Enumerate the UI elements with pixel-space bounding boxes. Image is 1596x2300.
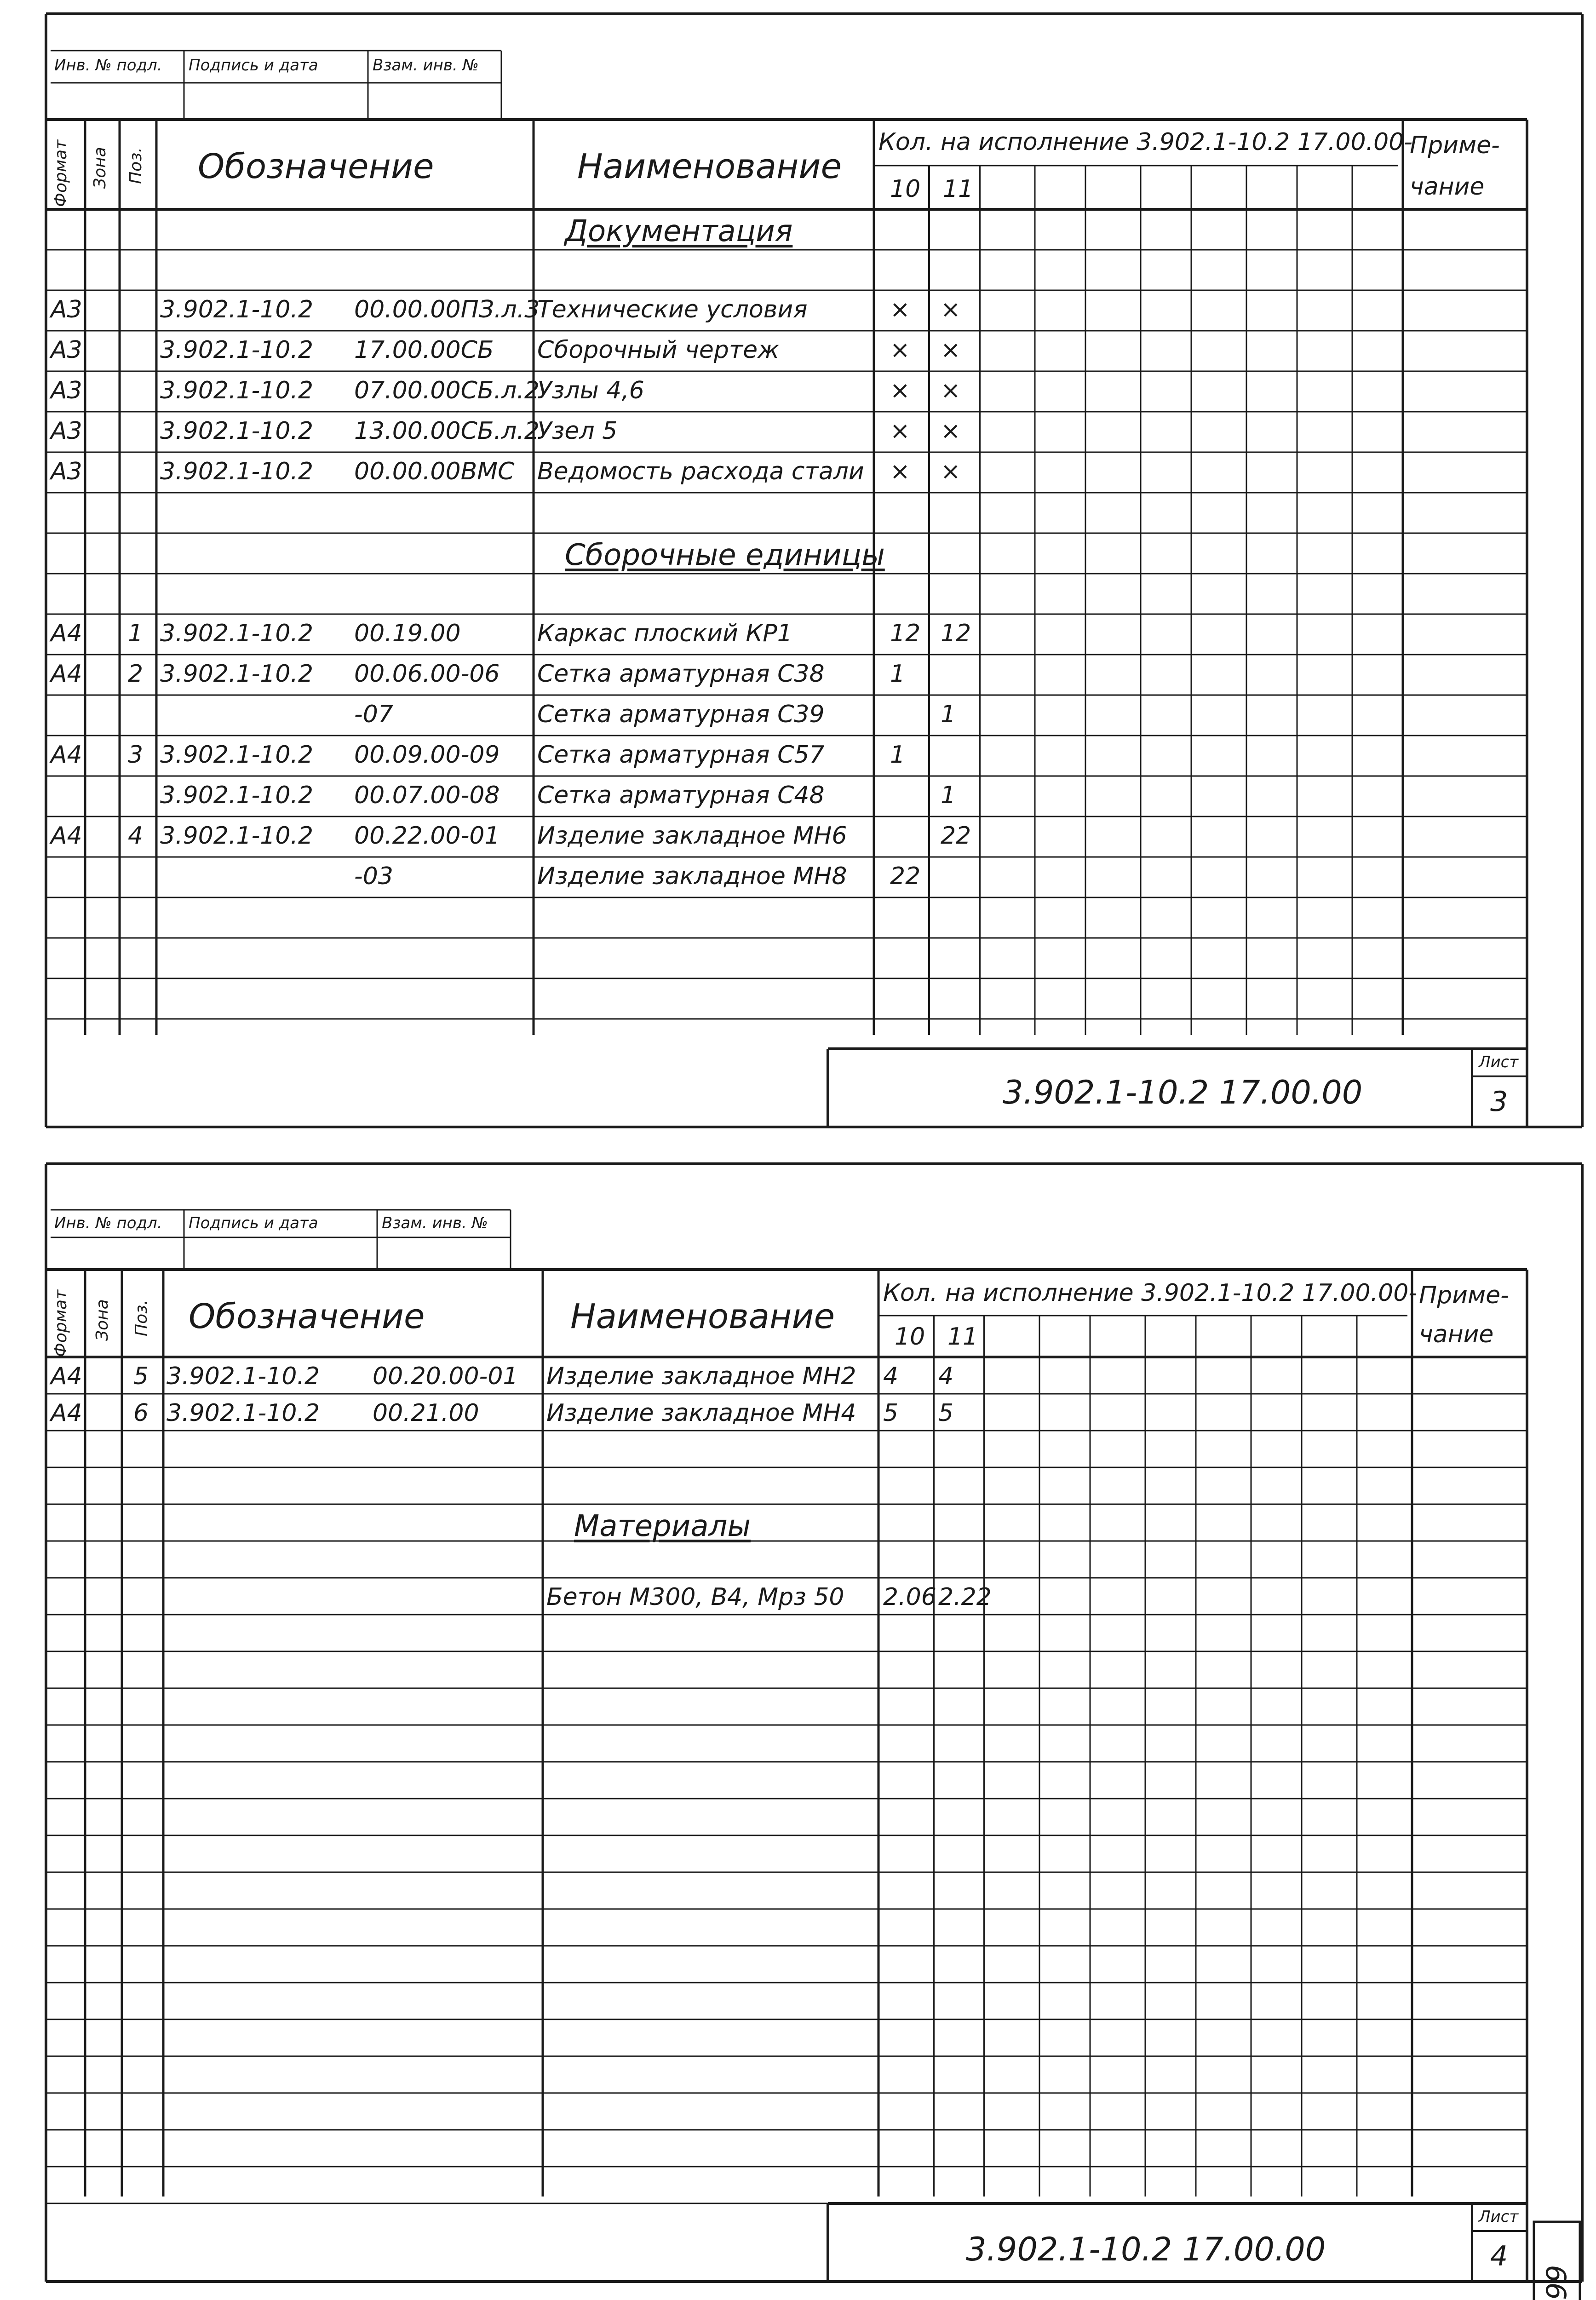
row-designation-code: 3.902.1-10.2 — [160, 336, 314, 364]
title-block-list-label: Лист — [1479, 1053, 1519, 1071]
title-block-code: 3.902.1-10.2 17.00.00 — [966, 2231, 1326, 2268]
row-qty-10: × — [890, 417, 910, 445]
row-qty-11: × — [941, 336, 961, 364]
row-qty-10: × — [890, 458, 910, 485]
header-prim2: чание — [1410, 173, 1485, 201]
stamp-inv-podl: Инв. № подл. — [54, 1214, 162, 1232]
row-name: Изделие закладное МН4 — [546, 1399, 856, 1427]
header-oboznachenie: Обозначение — [198, 147, 434, 186]
row-qty-11: × — [941, 417, 961, 445]
header-prim1: Приме- — [1410, 132, 1500, 159]
header-col10: 10 — [895, 1323, 925, 1351]
row-qty-10: 1 — [890, 741, 906, 769]
header-zona: Зона — [93, 1299, 112, 1341]
row-format: А3 — [51, 377, 82, 404]
row-qty-10: × — [890, 296, 910, 323]
stamp-podpis: Подпись и дата — [189, 56, 318, 75]
header-poz: Поз. — [126, 147, 145, 184]
header-zona: Зона — [91, 147, 109, 189]
row-designation-code: 3.902.1-10.2 — [160, 822, 314, 850]
row-designation-suffix: 07.00.00СБ.л.2 — [354, 377, 540, 404]
row-designation-suffix: 00.19.00 — [354, 620, 461, 647]
row-qty-11: 4 — [938, 1363, 954, 1390]
row-name: Изделие закладное МН2 — [546, 1363, 856, 1390]
stamp-podpis: Подпись и дата — [189, 1214, 318, 1232]
header-prim2: чание — [1419, 1321, 1494, 1348]
row-name: Ведомость расхода стали — [537, 458, 864, 485]
row-name: Бетон М300, В4, Мрз 50 — [546, 1583, 844, 1611]
row-designation-code: 3.902.1-10.2 — [160, 660, 314, 688]
title-block-code: 3.902.1-10.2 17.00.00 — [1003, 1074, 1363, 1111]
row-designation-suffix: 00.09.00-09 — [354, 741, 500, 769]
row-qty-10: 5 — [883, 1399, 899, 1427]
row-name: Сетка арматурная С57 — [537, 741, 825, 769]
row-designation-suffix: 00.06.00-06 — [354, 660, 500, 688]
row-name: Сборочный чертеж — [537, 336, 779, 364]
header-kol: Кол. на исполнение 3.902.1-10.2 17.00.00- — [883, 1279, 1418, 1307]
row-name: Изделие закладное МН8 — [537, 862, 847, 890]
row-designation-code: 3.902.1-10.2 — [160, 377, 314, 404]
row-designation-code: 3.902.1-10.2 — [166, 1363, 320, 1390]
row-name: Сетка арматурная С39 — [537, 701, 825, 728]
row-designation-code: 3.902.1-10.2 — [160, 417, 314, 445]
header-col11: 11 — [943, 175, 974, 203]
row-designation-code: 3.902.1-10.2 — [160, 296, 314, 323]
row-designation-code: 3.902.1-10.2 — [160, 741, 314, 769]
sheet-3 — [0, 0, 1596, 1141]
row-qty-11: 1 — [941, 782, 956, 809]
row-qty-11: × — [941, 458, 961, 485]
header-oboznachenie: Обозначение — [189, 1297, 425, 1336]
stamp-vzam: Взам. инв. № — [382, 1214, 488, 1232]
header-prim1: Приме- — [1419, 1282, 1509, 1309]
row-designation-suffix: 00.07.00-08 — [354, 782, 500, 809]
stamp-inv-podl: Инв. № подл. — [54, 56, 162, 75]
row-qty-11: × — [941, 296, 961, 323]
row-position: 6 — [133, 1399, 149, 1427]
header-format: Формат — [52, 1289, 70, 1357]
row-designation-suffix: -07 — [354, 701, 393, 728]
row-format: А3 — [51, 458, 82, 485]
section-heading: Сборочные единицы — [565, 538, 885, 572]
section-heading: Материалы — [574, 1509, 751, 1543]
row-position: 4 — [128, 822, 144, 850]
row-designation-suffix: 00.21.00 — [373, 1399, 479, 1427]
page-number: 99 — [1541, 2265, 1573, 2300]
row-format: А4 — [51, 1363, 82, 1390]
row-name: Сетка арматурная С48 — [537, 782, 825, 809]
row-position: 1 — [128, 620, 144, 647]
row-qty-10: 2.06 — [883, 1583, 936, 1611]
title-block-list-no: 4 — [1490, 2240, 1508, 2272]
section-heading: Документация — [565, 214, 793, 248]
header-poz: Поз. — [132, 1300, 151, 1336]
row-format: А4 — [51, 822, 82, 850]
row-name: Узел 5 — [537, 417, 618, 445]
row-designation-suffix: 17.00.00СБ — [354, 336, 494, 364]
row-format: А4 — [51, 1399, 82, 1427]
row-qty-10: 1 — [890, 660, 906, 688]
header-naimenovanie: Наименование — [570, 1297, 835, 1336]
row-format: А4 — [51, 660, 82, 688]
row-designation-code: 3.902.1-10.2 — [160, 620, 314, 647]
row-name: Каркас плоский КР1 — [537, 620, 792, 647]
row-qty-11: 22 — [941, 822, 971, 850]
row-qty-10: × — [890, 336, 910, 364]
row-qty-10: × — [890, 377, 910, 404]
row-qty-11: 5 — [938, 1399, 954, 1427]
row-designation-suffix: 13.00.00СБ.л.2 — [354, 417, 540, 445]
row-qty-10: 22 — [890, 862, 921, 890]
row-name: Сетка арматурная С38 — [537, 660, 825, 688]
row-format: А4 — [51, 620, 82, 647]
title-block-list-no: 3 — [1490, 1086, 1508, 1118]
row-designation-code: 3.902.1-10.2 — [166, 1399, 320, 1427]
row-name: Узлы 4,6 — [537, 377, 644, 404]
row-qty-11: 1 — [941, 701, 956, 728]
row-name: Изделие закладное МН6 — [537, 822, 847, 850]
header-col11: 11 — [947, 1323, 978, 1351]
header-col10: 10 — [890, 175, 921, 203]
row-name: Технические условия — [537, 296, 808, 323]
row-designation-suffix: 00.22.00-01 — [354, 822, 500, 850]
row-format: А3 — [51, 417, 82, 445]
row-qty-10: 12 — [890, 620, 921, 647]
row-format: А3 — [51, 296, 82, 323]
header-format: Формат — [52, 139, 70, 207]
row-designation-suffix: 00.00.00ВМС — [354, 458, 515, 485]
row-position: 5 — [133, 1363, 149, 1390]
row-qty-11: 12 — [941, 620, 971, 647]
row-format: А4 — [51, 741, 82, 769]
row-qty-11: 2.22 — [938, 1583, 992, 1611]
row-format: А3 — [51, 336, 82, 364]
row-designation-suffix: 00.20.00-01 — [373, 1363, 518, 1390]
row-designation-code: 3.902.1-10.2 — [160, 782, 314, 809]
title-block-list-label: Лист — [1479, 2208, 1519, 2226]
row-designation-suffix: 00.00.00ПЗ.л.3 — [354, 296, 540, 323]
header-kol: Кол. на исполнение 3.902.1-10.2 17.00.00- — [878, 128, 1413, 156]
row-qty-11: × — [941, 377, 961, 404]
row-qty-10: 4 — [883, 1363, 899, 1390]
row-position: 3 — [128, 741, 144, 769]
stamp-vzam: Взам. инв. № — [373, 56, 479, 75]
row-designation-code: 3.902.1-10.2 — [160, 458, 314, 485]
row-position: 2 — [128, 660, 144, 688]
row-designation-suffix: -03 — [354, 862, 393, 890]
sheet-4 — [0, 1164, 1596, 2300]
header-naimenovanie: Наименование — [577, 147, 842, 186]
